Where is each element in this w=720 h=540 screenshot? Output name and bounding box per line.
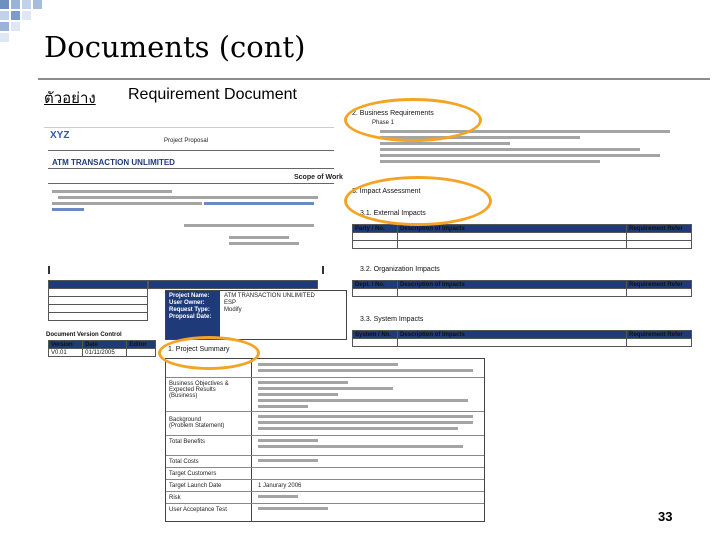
- org-description-header: Description of Impacts: [398, 281, 627, 289]
- user-owner-value: ESP: [224, 300, 237, 306]
- date-cell: 01/11/2005: [83, 349, 127, 357]
- doc-cover-page: [44, 127, 343, 276]
- ext-description-header: Description of Impacts: [398, 225, 627, 233]
- summary-label: (Business): [169, 393, 198, 399]
- version-cell: V0.01: [49, 349, 83, 357]
- slide-title: Documents (cont): [44, 30, 306, 64]
- highlight-ring-business-requirements: [344, 98, 482, 142]
- doc-author-table-2: [148, 280, 318, 289]
- doc-external-heading: 3.1. External Impacts: [360, 210, 426, 217]
- subtitle-thai: ตัวอย่าง: [44, 90, 96, 107]
- doc-external-table: [352, 224, 692, 249]
- editor-header: Editor: [127, 341, 156, 349]
- doc-system-heading: 3.3. System Impacts: [360, 316, 424, 323]
- sys-system-header: System / No.: [353, 331, 398, 339]
- doc-logo: XYZ: [50, 130, 70, 141]
- doc-phase: Phase 1: [372, 120, 395, 126]
- doc-author-table: [48, 280, 148, 321]
- doc-organization-heading: 3.2. Organization Impacts: [360, 266, 440, 273]
- project-name-value: ATM TRANSACTION UNLIMITED: [224, 293, 315, 299]
- summary-label: Total Costs: [169, 459, 199, 465]
- doc-company: ATM TRANSACTION UNLIMITED: [52, 158, 175, 167]
- doc-summary-table: [165, 358, 485, 522]
- doc-proposal-label: Project Proposal: [164, 138, 209, 144]
- doc-scope-label: Scope of Work: [294, 174, 343, 181]
- summary-label: (Problem Statement): [169, 423, 225, 429]
- user-owner-label: User Owner:: [169, 300, 205, 306]
- editor-cell: [127, 349, 156, 357]
- request-type-label: Request Type:: [169, 307, 210, 313]
- doc-version-control-label: Document Version Control: [46, 332, 122, 338]
- doc-business-req-heading: 2. Business Requirements: [352, 110, 434, 117]
- highlight-ring-project-summary: [158, 336, 260, 370]
- proposal-date-label: Proposal Date:: [169, 314, 212, 320]
- doc-project-summary-heading: 1. Project Summary: [168, 346, 230, 353]
- title-divider: [38, 78, 710, 80]
- subtitle: Requirement Document: [128, 86, 297, 103]
- summary-label: Target Customers: [169, 471, 217, 477]
- doc-system-table: [352, 330, 692, 347]
- launch-date-value: 1 Janurary 2006: [258, 483, 302, 489]
- doc-impact-heading: 3. Impact Assessment: [352, 188, 421, 195]
- doc-version-table: [48, 340, 156, 357]
- highlight-ring-impact-assessment: [344, 176, 492, 226]
- ext-party-header: Party / No.: [353, 225, 398, 233]
- summary-label: Total Benefits: [169, 439, 206, 445]
- summary-label: Target Launch Date: [169, 483, 222, 489]
- version-header: Version: [49, 341, 83, 349]
- request-type-value: Modify: [224, 307, 242, 313]
- org-requirement-header: Requirement Refer: [627, 281, 692, 289]
- project-name-label: Project Name:: [169, 293, 210, 299]
- summary-label: Background: [169, 417, 202, 423]
- org-dept-header: Dept. / No.: [353, 281, 398, 289]
- summary-label: Risk: [169, 495, 181, 501]
- page-number: 33: [658, 509, 673, 524]
- ext-requirement-header: Requirement Refer: [627, 225, 692, 233]
- summary-label: Business Objectives &: [169, 381, 229, 387]
- summary-label: Expected Results: [169, 387, 216, 393]
- doc-organization-table: [352, 280, 692, 297]
- sys-requirement-header: Requirement Refer: [627, 331, 692, 339]
- summary-label: User Acceptance Test: [169, 507, 227, 513]
- doc-project-info: [165, 290, 347, 340]
- date-header: Date: [83, 341, 127, 349]
- sys-description-header: Description of Impacts: [398, 331, 627, 339]
